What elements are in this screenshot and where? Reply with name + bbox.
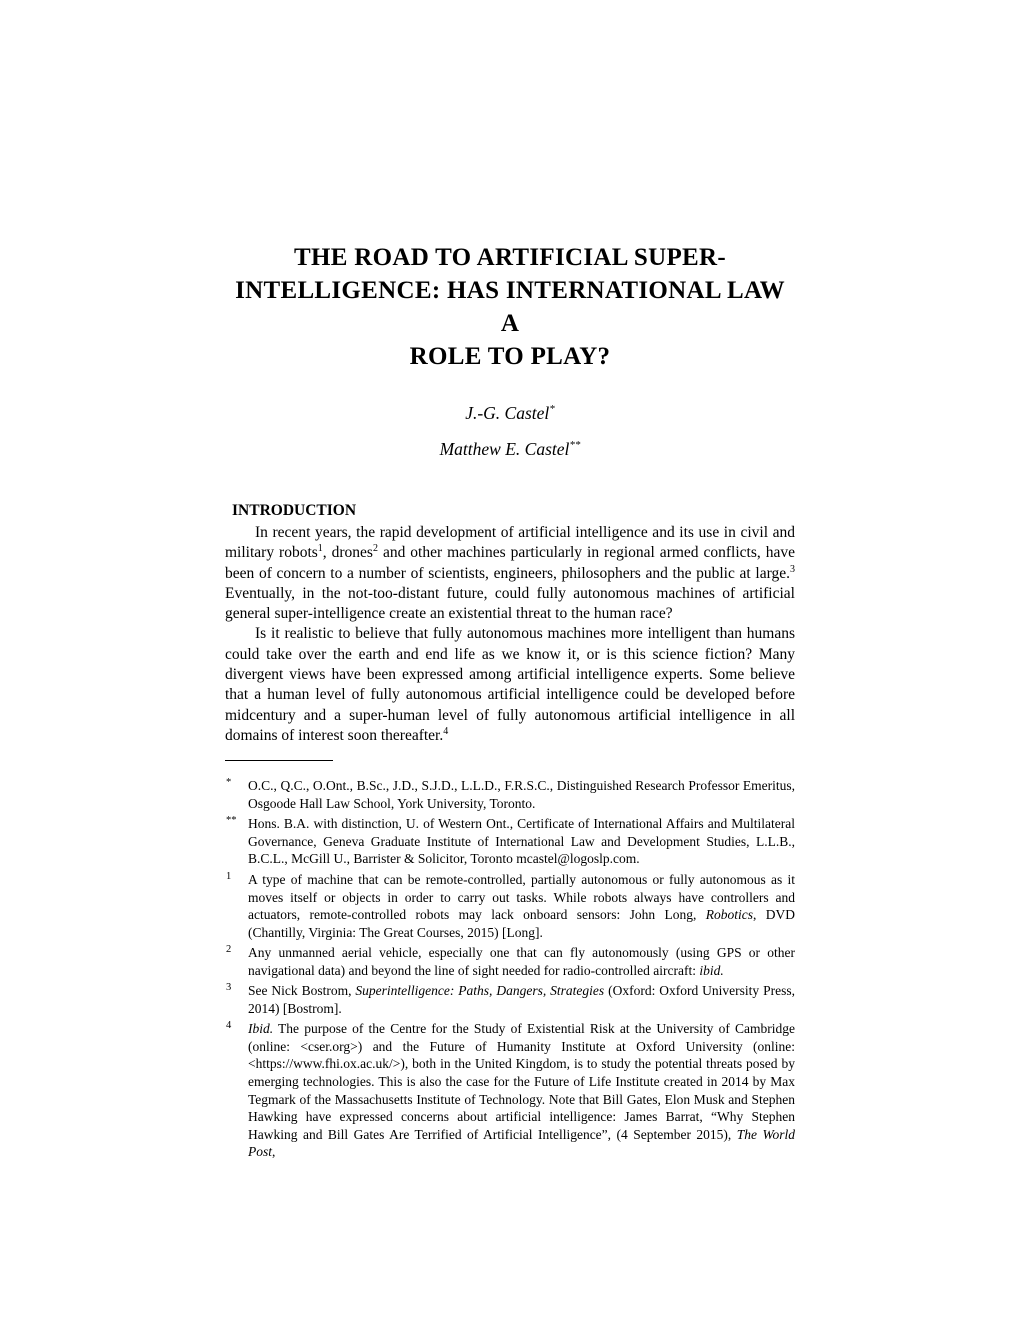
text-run: A type of machine that can be remote-controlled, partially autonomous or fully autonomous as it moves itself or objects in order to carry out tasks. While robots always have controllers and actuators, remote-controlled robots may lack onboard sensors: John Long, bbox=[248, 872, 795, 923]
text-run: Ibid. bbox=[248, 1021, 274, 1037]
footnote bbox=[225, 944, 795, 979]
text-run: Robotics bbox=[705, 907, 753, 923]
text-run: Hons. B.A. with distinction, U. of Western Ont., Certificate of International Affairs and Multilateral Governance, Geneva Graduate Institute of International Law and Development Studies, L.L.B., B.C.L., McGill U., Barrister & Solicitor, Toronto mcastel@logoslp.com. bbox=[248, 816, 795, 867]
article-title-line-3: ROLE TO PLAY? bbox=[409, 343, 611, 370]
text-run: O.C., Q.C., O.Ont., B.Sc., J.D., S.J.D., L.L.D., F.R.S.C., Distinguished Research Professor Emeritus, Osgoode Hall Law School, York University, Toronto. bbox=[248, 778, 795, 811]
footnote bbox=[225, 777, 795, 812]
article-body bbox=[225, 523, 795, 746]
author-1-name: J.-G. Castel bbox=[465, 403, 550, 423]
section-heading-introduction: INTRODUCTION bbox=[232, 502, 357, 519]
text-run: See Nick Bostrom, bbox=[248, 983, 356, 999]
footnote-marker: * bbox=[226, 777, 232, 789]
text-run: ibid. bbox=[699, 962, 724, 978]
body-paragraph bbox=[225, 523, 795, 624]
footnote bbox=[225, 871, 795, 941]
footnote-ref: 3 bbox=[790, 563, 795, 575]
author-2-name: Matthew E. Castel bbox=[439, 439, 570, 459]
text-run: (Oxford: Oxford University Press, 2014) [Bostrom]. bbox=[248, 983, 795, 1016]
footnote-text bbox=[248, 983, 795, 1016]
author-2-footnote-marker: ** bbox=[569, 439, 581, 452]
footnote-text bbox=[248, 816, 795, 866]
article-title-line-2: INTELLIGENCE: HAS INTERNATIONAL LAW A bbox=[235, 277, 785, 337]
footnote-ref: 2 bbox=[372, 543, 378, 555]
footnote bbox=[225, 815, 795, 868]
text-run: The World Post bbox=[248, 1126, 795, 1160]
footnote bbox=[225, 982, 795, 1017]
footnotes-section bbox=[225, 777, 795, 1160]
footnote-marker: ** bbox=[226, 815, 237, 827]
footnote-text bbox=[248, 945, 795, 978]
footnote-marker: 2 bbox=[226, 944, 232, 956]
footnote-marker: 3 bbox=[226, 982, 232, 994]
author-2 bbox=[225, 439, 795, 460]
article-title-line-1: THE ROAD TO ARTIFICIAL SUPER- bbox=[294, 244, 726, 271]
footnote-marker: 1 bbox=[226, 871, 232, 882]
author-1-footnote-marker: * bbox=[549, 403, 555, 416]
footnote bbox=[225, 1020, 795, 1160]
body-paragraph bbox=[225, 624, 795, 746]
text-run: , DVD (Chantilly, Virginia: The Great Courses, 2015) [Long]. bbox=[248, 907, 795, 940]
text-run: The purpose of the Centre for the Study of Existential Risk at the University of Cambridge (online: <cser.org>) and the Future of Humanity Institute at Oxford University (online: <https://www.fhi.ox.ac.uk/>), both in the United Kingdom, is to study the potential threats posed by emerging technologies. This is also the case for the Future of Life Institute created in 2014 by Max Tegmark of the Massachusetts Institute of Technology. Note that Bill Gates, Elon Musk and Stephen Hawking have expressed concerns about artificial intelligence: James Barrat, “Why Stephen Hawking and Bill Gates Are Terrified of Artificial Intelligence”, (4 September 2015), bbox=[248, 1021, 795, 1142]
text-run: In recent years, the rapid development of artificial intelligence and its use in civil and military robots bbox=[225, 524, 795, 562]
text-run: , drones bbox=[322, 544, 373, 562]
author-1 bbox=[225, 403, 795, 424]
footnote-separator bbox=[225, 760, 333, 761]
text-run: and other machines particularly in regional armed conflicts, have been of concern to a number of scientists, engineers, philosophers and the public at large. bbox=[225, 544, 795, 582]
footnote-text bbox=[248, 872, 795, 940]
footnote-ref: 1 bbox=[317, 543, 323, 555]
text-run: Superintelligence: Paths, Dangers, Strategies bbox=[355, 983, 605, 999]
text-run: , bbox=[272, 1144, 276, 1160]
article-title bbox=[225, 241, 795, 373]
text-run: Any unmanned aerial vehicle, especially one that can fly autonomously (using GPS or other navigational data) and beyond the line of sight needed for radio-controlled aircraft: bbox=[248, 945, 795, 978]
footnote-text bbox=[248, 1021, 795, 1159]
footnote-text bbox=[248, 778, 795, 811]
text-run: Is it realistic to believe that fully autonomous machines more intelligent than humans could take over the earth and end life as we know it, or is this science fiction? Many divergent views have been expressed among artificial intelligence experts. Some believe that a human level of fully autonomous artificial intelligence could be developed before midcentury and a super-human level of fully autonomous artificial intelligence in all domains of interest soon thereafter. bbox=[225, 625, 795, 744]
footnote-marker: 4 bbox=[226, 1020, 232, 1032]
text-run: Eventually, in the not-too-distant future, could fully autonomous machines of artificial general super-intelligence create an existential threat to the human race? bbox=[225, 584, 795, 623]
footnote-ref: 4 bbox=[443, 725, 449, 737]
